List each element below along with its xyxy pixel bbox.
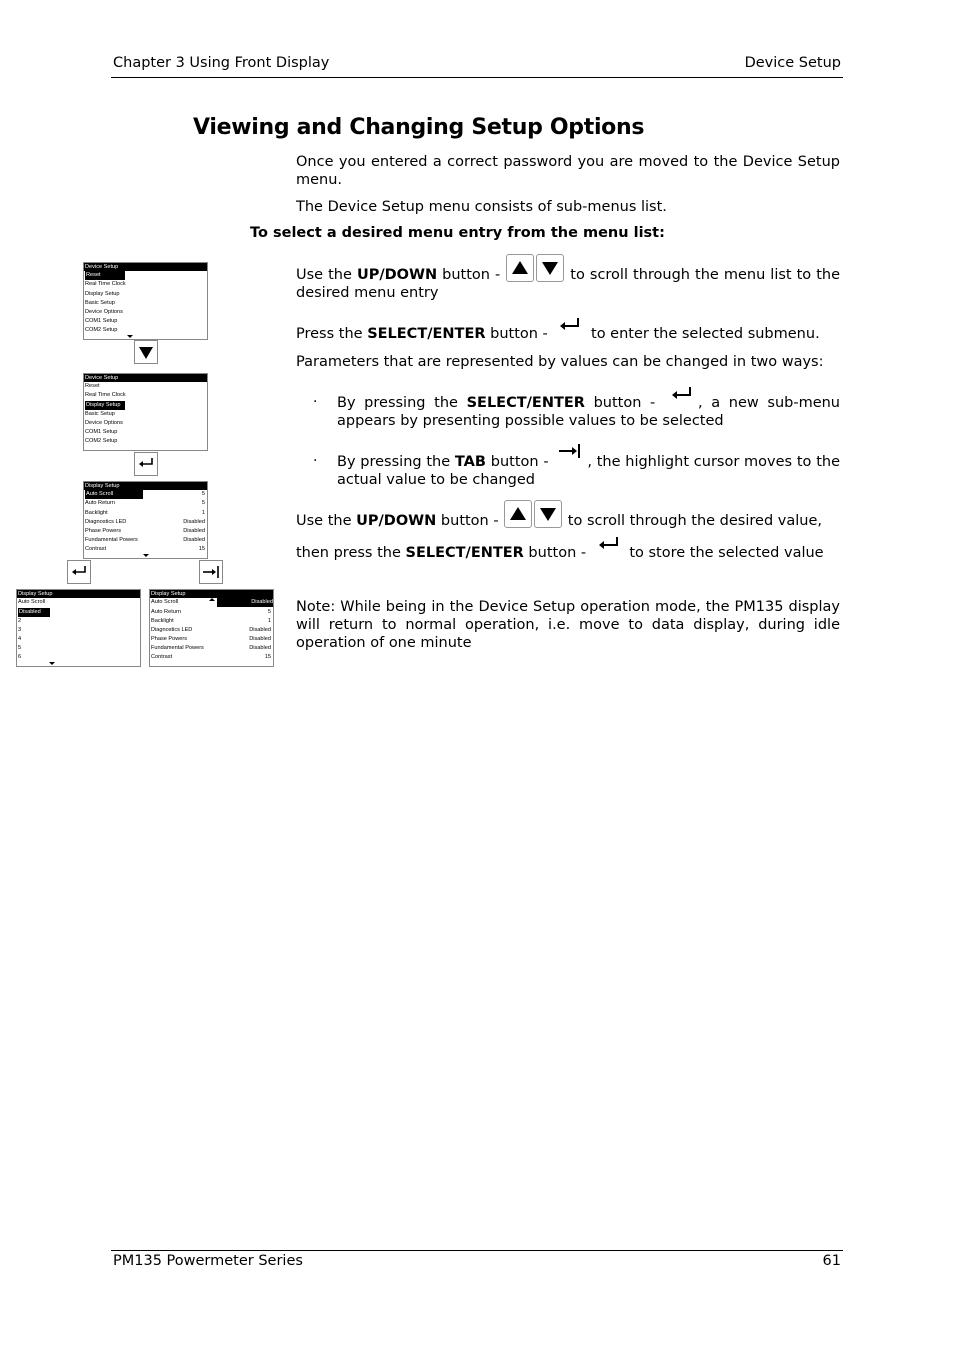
lcd-row-label: Fundamental Powers — [151, 645, 204, 651]
step-updown-value: Use the UP/DOWN button - to scroll through the desired value, — [296, 512, 840, 530]
bullet-tab: By pressing the TAB button - , the highlight cursor moves to the actual value to be changed — [337, 453, 840, 489]
lcd-screen-auto-scroll-options — [16, 589, 141, 667]
lcd-row-value: 5 — [201, 500, 205, 506]
lcd-item: COM1 Setup — [85, 429, 118, 435]
lcd-row-label: Auto Return — [151, 609, 181, 615]
lcd-row-label-selected: Auto Scroll — [85, 490, 143, 499]
bullet-2-dot: · — [313, 453, 318, 469]
footer-rule — [111, 1250, 843, 1251]
lcd-title: Device Setup — [84, 374, 207, 382]
lcd-row-value: 1 — [267, 618, 271, 624]
lcd-item: Real Time Clock — [85, 392, 126, 398]
footer-series: PM135 Powermeter Series — [113, 1253, 303, 1269]
up-arrow-icon — [506, 254, 534, 282]
lcd-option: 4 — [18, 636, 22, 642]
lcd-item: Device Options — [85, 309, 123, 315]
lcd-item-selected: Reset — [85, 271, 125, 280]
lcd-item: Display Setup — [85, 291, 120, 297]
header-section: Device Setup — [744, 55, 841, 71]
bullet-select-enter: By pressing the SELECT/ENTER button - , a new sub-menu appears by presenting possible values to be selected — [337, 394, 840, 430]
lcd-item: COM2 Setup — [85, 327, 118, 333]
lcd-title: Display Setup — [17, 590, 140, 598]
enter-icon — [593, 531, 623, 559]
lcd-title: Display Setup — [150, 590, 273, 598]
step-select-enter: Press the SELECT/ENTER button - to enter the selected submenu. — [296, 325, 840, 343]
lcd-screen-device-setup-2 — [83, 373, 208, 451]
page-number: 61 — [822, 1253, 841, 1269]
step-updown-scroll: Use the UP/DOWN button - to scroll through the menu list to the desired menu entry — [296, 266, 840, 302]
lcd-row-value: Disabled — [249, 645, 271, 651]
lcd-row-label: Backlight — [85, 510, 108, 516]
lcd-row-value: Disabled — [249, 627, 271, 633]
lcd-row-value: Disabled — [183, 537, 205, 543]
lcd-title: Device Setup — [84, 263, 207, 271]
lcd-item: COM2 Setup — [85, 438, 118, 444]
header-rule — [111, 77, 843, 78]
lcd-row-label: Phase Powers — [85, 528, 122, 534]
lcd-row-value: 5 — [267, 609, 271, 615]
lcd-row-label: Auto Scroll — [151, 599, 179, 605]
enter-icon — [67, 560, 91, 584]
scroll-down-icon — [49, 662, 55, 665]
lcd-row-label: Auto Return — [85, 500, 115, 506]
scroll-down-icon — [143, 554, 149, 557]
lcd-option: 6 — [18, 654, 22, 660]
lcd-row-label: Diagnostics LED — [85, 519, 127, 525]
enter-icon — [666, 381, 696, 409]
lcd-row-value: Disabled — [249, 636, 271, 642]
lcd-row-label: Diagnostics LED — [151, 627, 193, 633]
lcd-screen-display-setup — [83, 481, 208, 559]
lcd-row-label: Fundamental Powers — [85, 537, 138, 543]
lcd-row-value: 5 — [201, 491, 205, 497]
lcd-screen-display-setup-value — [149, 589, 274, 667]
lcd-item: COM1 Setup — [85, 318, 118, 324]
enter-icon — [134, 452, 158, 476]
lcd-row-value: Disabled — [183, 519, 205, 525]
page-title: Viewing and Changing Setup Options — [193, 115, 645, 140]
lcd-item: Real Time Clock — [85, 281, 126, 287]
lcd-item: Reset — [85, 383, 100, 389]
note-paragraph: Note: While being in the Device Setup operation mode, the PM135 display will return to normal operation, i.e. move to data display, during idle operation of one minute — [296, 599, 840, 651]
lcd-row-label: Phase Powers — [151, 636, 188, 642]
header-chapter: Chapter 3 Using Front Display — [113, 55, 330, 71]
bullet-1-dot: · — [313, 394, 318, 410]
step-parameters-intro: Parameters that are represented by values can be changed in two ways: — [296, 354, 824, 370]
lcd-option: 3 — [18, 627, 22, 633]
enter-icon — [554, 312, 584, 340]
up-arrow-icon — [504, 500, 532, 528]
intro-paragraph-2: The Device Setup menu consists of sub-menus list. — [296, 199, 667, 215]
scroll-down-icon — [127, 335, 133, 338]
procedure-heading: To select a desired menu entry from the menu list: — [250, 225, 665, 241]
lcd-item: Basic Setup — [85, 300, 115, 306]
lcd-item: Device Options — [85, 420, 123, 426]
lcd-row-value: 1 — [201, 510, 205, 516]
lcd-screen-device-setup-1 — [83, 262, 208, 340]
lcd-title: Display Setup — [84, 482, 207, 490]
lcd-row-value: Disabled — [183, 528, 205, 534]
lcd-option-selected: Disabled — [18, 608, 50, 617]
down-arrow-icon — [134, 340, 158, 364]
lcd-row-value-selected: Disabled — [217, 598, 273, 607]
intro-paragraph-1: Once you entered a correct password you are moved to the Device Setup menu. — [296, 154, 840, 188]
lcd-item: Basic Setup — [85, 411, 115, 417]
tab-icon — [555, 440, 585, 468]
lcd-option: 2 — [18, 618, 22, 624]
lcd-row-label: Contrast — [85, 546, 107, 552]
lcd-item-selected: Display Setup — [85, 401, 125, 410]
lcd-row-value: 15 — [264, 654, 271, 660]
lcd-option: 5 — [18, 645, 22, 651]
down-arrow-icon — [534, 500, 562, 528]
lcd-row-label: Contrast — [151, 654, 173, 660]
step-store-value: then press the SELECT/ENTER button - to store the selected value — [296, 544, 840, 562]
scroll-up-icon — [209, 598, 215, 601]
down-arrow-icon — [536, 254, 564, 282]
lcd-row-value: 15 — [198, 546, 205, 552]
tab-icon — [199, 560, 223, 584]
lcd-setting-label: Auto Scroll — [18, 599, 46, 605]
lcd-row-label: Backlight — [151, 618, 174, 624]
